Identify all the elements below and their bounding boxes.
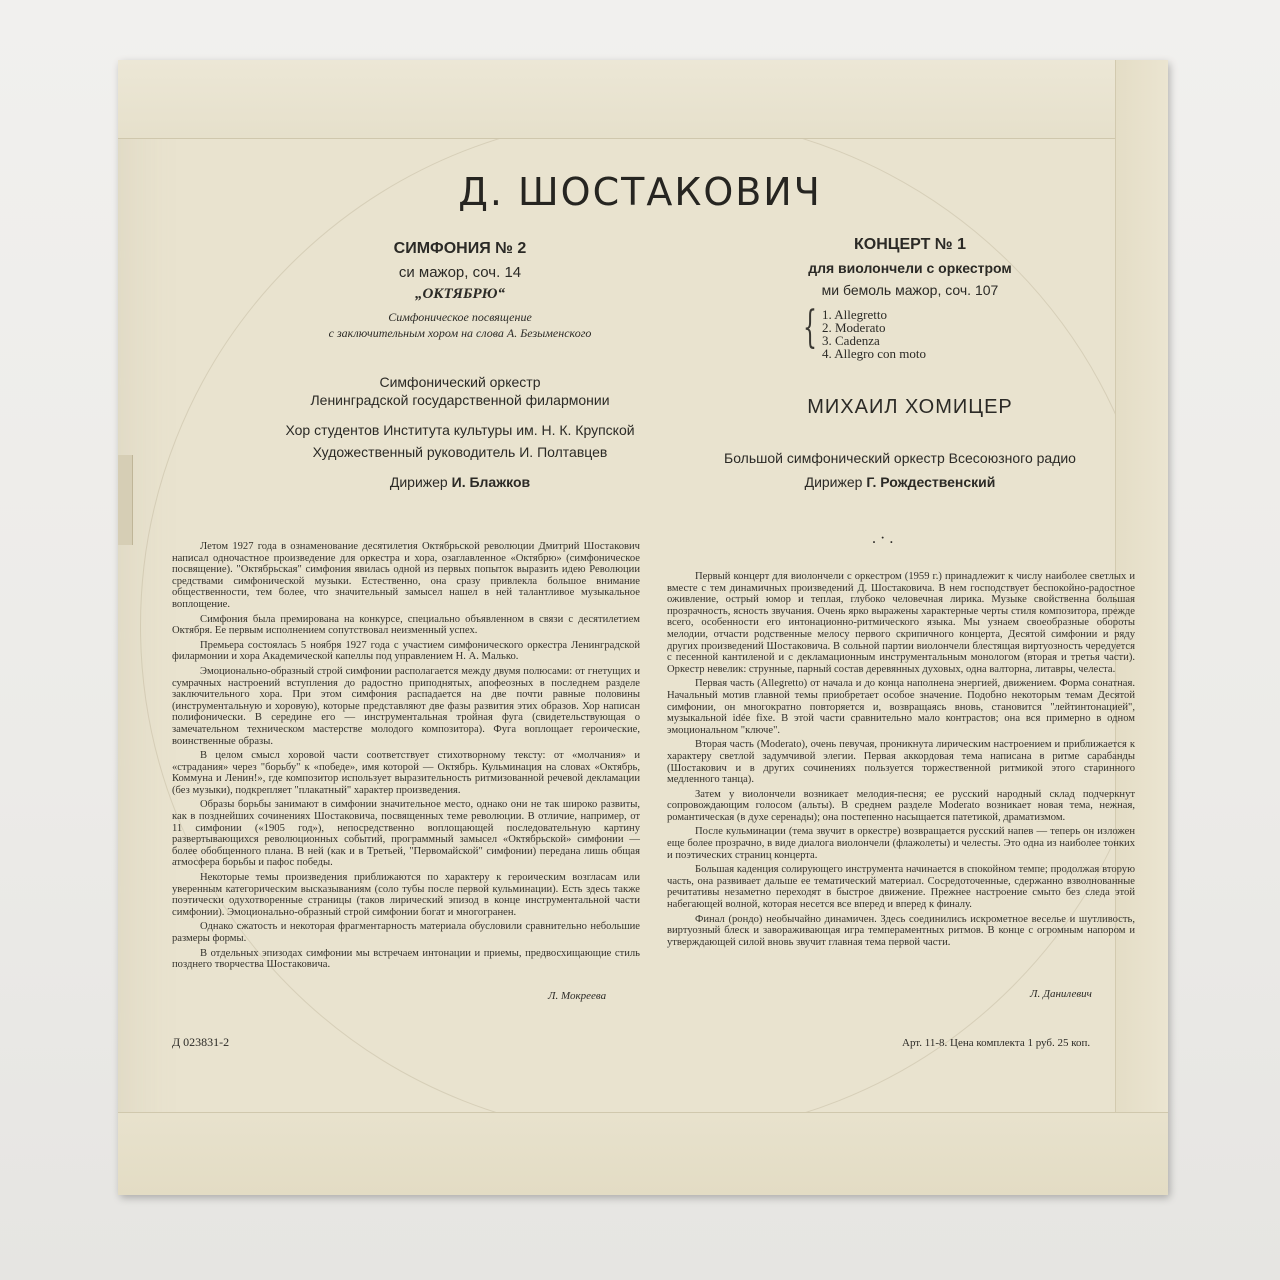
left-paragraph: Премьера состоялась 5 ноября 1927 года с участием симфонического оркестра Ленинградской филармонии и хора Академической капеллы под управлением Н. А. Малько. bbox=[172, 639, 640, 663]
track-1: 1. Allegretto bbox=[822, 307, 887, 322]
left-conductor bbox=[250, 474, 670, 490]
left-conductor-label: Дирижер bbox=[389, 474, 448, 490]
left-work-key: си мажор, соч. 14 bbox=[398, 264, 522, 281]
left-signature: Л. Мокреева bbox=[548, 990, 607, 1002]
tracks-brace: { bbox=[803, 302, 817, 353]
track-2: 2. Moderato bbox=[822, 320, 886, 335]
right-paragraph: Большая каденция солирующего инструмента начинается в спокойном темпе; продолжая вторую часть, она развивает дальше ее тематический материал. Сосредоточенные, сдержанно взволнованные речитативы незаметно переходят в быстрое движение. Прежнее настроение смыто без следа этой набегающей волной, которая несется все вперед и вперед к финалу. bbox=[667, 864, 1135, 911]
right-paragraph: После кульминации (тема звучит в оркестре) возвращается русский напев — теперь он изложен еще более прозрачно, в виде диалога виолончели (флажолеты) и челесты. Это одна из наиболее тонких и поэтических страниц концерта. bbox=[667, 826, 1135, 861]
right-conductor-name: Г. Рождественский bbox=[866, 474, 996, 490]
soloist-name: МИХАИЛ ХОМИЦЕР bbox=[807, 396, 1013, 418]
right-paragraph: Затем у виолончели возникает мелодия-песня; ее русский народный склад подчеркнут сопровождающим голосом (альты). В среднем разделе Moderato возникает новая тема, нежная, романтическая (в духе серенады); она постепенно насыщается патетикой, драматизмом. bbox=[667, 788, 1135, 823]
left-work-subtitle: „ОКТЯБРЮ“ bbox=[414, 286, 506, 302]
right-conductor bbox=[680, 474, 1120, 490]
left-paragraph: Некоторые темы произведения приближаются по характеру к героическим возгласам или уверенным категорическим высказываниям (соло тубы после первой кульминации). Есть здесь также поэтически одухотворенные страницы (таков лирический эпизод в конце инструментальной части симфонии). Эмоционально-образный строй симфонии богат и многогранен. bbox=[172, 872, 640, 918]
right-paragraph: Вторая часть (Moderato), очень певучая, проникнута лирическим настроением и приближается к характеру светлой задумчивой элегии. Первая аккордовая тема написана в ритме сарабанды (Шостакович и в других сочинениях пользуется торжественной ритмикой этого старинного медленного танца). bbox=[667, 739, 1135, 786]
left-paragraph: Образы борьбы занимают в симфонии значительное место, однако они не так широко развиты, как в позднейших сочинениях Шостаковича, посвященных теме революции. В отличие, например, от 11 симфонии («1905 год»), непосредственно воплощающей последовательную картину развертывающихся революционных событий, программный замысел «Октябрьской» симфонии — более обобщенного плана. В ней (как и в Третьей, "Первомайской" симфонии) передана лишь общая атмосфера борьбы и пафос победы. bbox=[172, 799, 640, 869]
left-paragraph: Эмоционально-образный строй симфонии располагается между двумя полюсами: от гнетущих и сумрачных настроений вступления до радостно приподнятых, апофеозных в последнем разделе заключительного хора. При этом симфония распадается на две почти равные половины (инструментальную и хоровую), которые представляют две фазы развития этих образов. Хор написан полифонически. В середине его — инструментальная тройная фуга (свидетельствующая о замечательном техническом мастерстве молодого композитора). Фуга воплощает героические, воинственные образы. bbox=[172, 665, 640, 747]
price-line: Арт. 11-8. Цена комплекта 1 руб. 25 коп. bbox=[902, 1037, 1091, 1049]
right-paragraph: Первая часть (Allegretto) от начала и до конца наполнена энергией, движением. Форма сонатная. Начальный мотив главной темы приобретает особое значение. Подобно некоторым темам Десятой симфонии, он многократно повторяется и, возвращаясь вновь, становится "лейтинтонацией", музыкальной idée fixe. В этой части сравнительно мало контрастов; она вся примерно в одном эмоциональном "ключе". bbox=[667, 678, 1135, 736]
left-work-title: СИМФОНИЯ № 2 bbox=[393, 240, 527, 257]
left-paragraph: Однако сжатость и некоторая фрагментарность материала обусловили сравнительно небольшие размеры формы. bbox=[172, 921, 640, 944]
right-paragraph: Первый концерт для виолончели с оркестром (1959 г.) принадлежит к числу наиболее светлых и вместе с тем динамичных произведений Д. Шостаковича. В нем господствует беспокойно-радостное оживление, острый юмор и теплая, глубоко человечная лирика. Музыке свойственна большая прозрачность, ясность звучания. Очень ярко выражены характерные черты стиля композитора, прежде всего, особенности его интонационно-ритмического языка. Мы узнаем своеобразные обороты мелодии, отчасти родственные мелосу первого скрипичного концерта, Десятой симфонии и ряду других произведений Шостаковича. В сольной партии виолончели блестящая виртуозность чередуется с песенной кантиленой и с декламационным инструментальным монологом (вторая и третья части). Оркестр невелик: струнные, парный состав деревянных духовых, одна валторна, литавры, челеста. bbox=[667, 571, 1135, 675]
left-choir-2: Художественный руководитель И. Полтавцев bbox=[312, 444, 608, 460]
left-liner-notes bbox=[172, 541, 640, 974]
top-flap bbox=[118, 60, 1168, 139]
right-paragraph: Финал (рондо) необычайно динамичен. Здесь соединились искрометное веселье и шутливость, виртуозный блеск и завораживающая игра темпераментных ритмов. В конце с огромным напором и утверждающей силой вновь звучит главная тема первой части. bbox=[667, 913, 1135, 948]
left-orchestra-1: Симфонический оркестр bbox=[379, 374, 541, 390]
left-dedication-2: с заключительным хором на слова А. Безыменского bbox=[328, 326, 592, 340]
left-paragraph: В отдельных эпизодах симфонии мы встречаем интонации и приемы, предвосхищающие стиль позднего творчества Шостаковича. bbox=[172, 947, 640, 971]
left-dedication-1: Симфоническое посвящение bbox=[388, 310, 532, 324]
right-liner-notes bbox=[667, 571, 1135, 951]
bottom-flap bbox=[118, 1112, 1168, 1195]
catalog-number: Д 023831-2 bbox=[172, 1035, 230, 1049]
ornament-dots: . · . bbox=[872, 530, 894, 547]
right-signature: Л. Данилевич bbox=[1030, 988, 1092, 1000]
right-work-key: ми бемоль мажор, соч. 107 bbox=[821, 282, 999, 298]
left-paragraph: В целом смысл хоровой части соответствует стихотворному тексту: от «молчания» и «страдания» через "борьбу" к «победе», имя которой — Октябрь. Кульминация на словах «Октябрь, Коммуна и Ленин!», где композитор использует выразительность ритмизованной речевой декламации (без музыки), подкрепляет "плакатный" характер произведения. bbox=[172, 750, 640, 796]
left-paragraph: Летом 1927 года в ознаменование десятилетия Октябрьской революции Дмитрий Шостакович написал одночастное произведение для оркестра и хора, озаглавленное «Октябрю» (симфоническое посвящение). "Октябрьская" симфония явилась одной из первых попыток выразить идею Революции средствами симфонической музыки. Естественно, она сразу привлекла большое внимание общественности, тем более, что значительный замысел нашел в ней талантливое музыкальное воплощение. bbox=[172, 541, 640, 610]
left-paragraph: Симфония была премирована на конкурсе, специально объявленном в связи с десятилетием Октября. Ее первым исполнением сопутствовал неизменный успех. bbox=[172, 613, 640, 637]
left-conductor-name: И. Блажков bbox=[451, 474, 531, 490]
left-choir-1: Хор студентов Института культуры им. Н. К. Крупской bbox=[285, 422, 635, 438]
composer-name: Д. ШОСТАКОВИЧ bbox=[458, 170, 822, 214]
right-conductor-label: Дирижер bbox=[804, 474, 863, 490]
right-orchestra: Большой симфонический оркестр Всесоюзного радио bbox=[724, 450, 1076, 466]
torn-edge bbox=[118, 455, 133, 545]
track-3: 3. Cadenza bbox=[822, 333, 880, 348]
right-work-title: КОНЦЕРТ № 1 bbox=[854, 236, 966, 253]
left-orchestra-2: Ленинградской государственной филармонии bbox=[310, 392, 610, 408]
right-work-instrument: для виолончели с оркестром bbox=[808, 260, 1012, 276]
track-4: 4. Allegro con moto bbox=[822, 346, 926, 361]
